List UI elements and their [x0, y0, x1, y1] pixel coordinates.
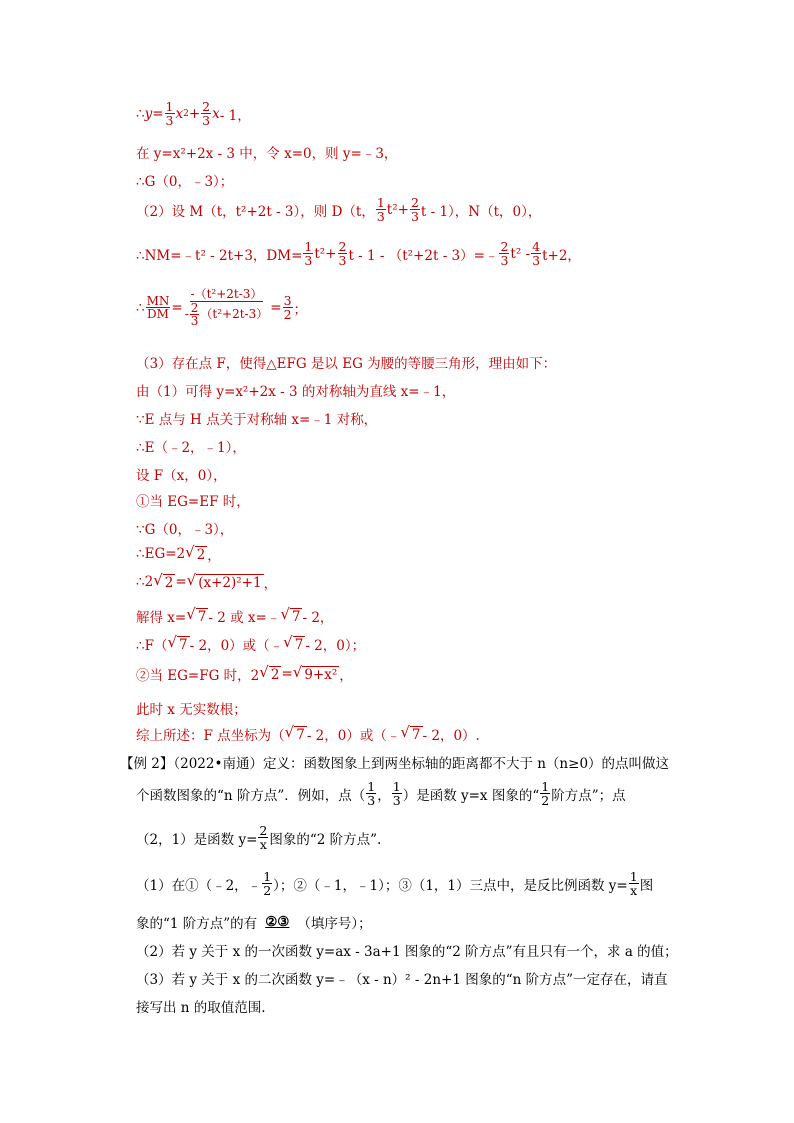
- numerator: 2: [500, 239, 509, 254]
- numerator: 1: [263, 869, 272, 884]
- solution-line-3: ∴G（0，﹣3）；: [136, 174, 234, 190]
- denominator: 2: [263, 883, 272, 899]
- radicand: 7: [411, 726, 421, 743]
- text: y=: [144, 105, 164, 122]
- radicand: 7: [294, 636, 304, 653]
- example-line-4: [136, 870, 653, 897]
- square-root: √ 2: [153, 570, 174, 591]
- square-root: √ 7: [284, 722, 305, 743]
- text: t²+: [314, 245, 337, 262]
- text: =: [175, 574, 187, 590]
- example-line-1: 【例 2】（2022•南通）定义：函数图象上到两坐标轴的距离都不大于 n（n≥0）的点叫做这: [120, 756, 670, 772]
- text: - 2 或 x=﹣: [208, 610, 281, 626]
- text: 个函数图象的“n 阶方点”．例如，点（: [136, 787, 366, 804]
- denominator: x: [259, 837, 267, 853]
- radicand: 9+x²: [304, 666, 338, 683]
- text: 象的“1 阶方点”的有: [136, 916, 258, 932]
- fraction: [283, 294, 293, 321]
- text: +: [188, 105, 201, 122]
- numerator: 1: [541, 779, 550, 794]
- text: - 2，0）；: [305, 638, 366, 654]
- example-line-6: （2）若 y 关于 x 的一次函数 y=ax - 3a+1 图象的“2 阶方点”有且只有一个，求 a 的值；: [136, 944, 678, 960]
- text: - 2，: [302, 610, 334, 626]
- fraction: [338, 240, 348, 267]
- numerator: -（t²+2t-3）: [190, 287, 263, 301]
- solution-line-15: [136, 572, 277, 592]
- solution-line-11: 设 F（x，0），: [136, 468, 227, 484]
- square-root: √ 7: [186, 604, 207, 625]
- solution-line-12: ①当 EG=EF 时，: [136, 494, 250, 510]
- fraction: [262, 870, 272, 897]
- radicand: 2: [270, 666, 280, 683]
- example-line-5: [136, 912, 372, 932]
- solution-line-16: [136, 606, 333, 626]
- text: 图: [639, 877, 654, 894]
- denominator: x: [630, 883, 638, 899]
- denominator: 3: [410, 209, 419, 225]
- example-line-8: 接写出 n 的取值范围.: [136, 1000, 266, 1016]
- solution-line-6: [136, 288, 307, 328]
- denominator: 2: [541, 793, 550, 809]
- square-root: √ 7: [167, 632, 188, 653]
- fraction: [201, 100, 211, 127]
- fraction: [392, 780, 402, 807]
- text: （2）设 M（t，t²+2t - 3），则 D（t，: [136, 203, 375, 220]
- text: =: [270, 299, 282, 316]
- fraction: [366, 780, 376, 807]
- denominator: [184, 302, 270, 328]
- text: （填序号）；: [297, 916, 372, 932]
- text: ∴F（: [136, 638, 168, 654]
- denominator: 3: [532, 253, 541, 269]
- text: t+2，: [542, 247, 581, 264]
- radicand: 2: [164, 574, 174, 591]
- text: x: [212, 105, 220, 122]
- text: - 2，0）.: [422, 728, 480, 744]
- fraction: [499, 240, 509, 267]
- numerator: 3: [283, 293, 292, 309]
- radicand: 7: [291, 608, 301, 625]
- denominator: 3: [165, 113, 174, 129]
- denominator: DM: [147, 307, 169, 322]
- denominator: 3: [500, 253, 509, 269]
- radicand: 7: [197, 608, 207, 625]
- fraction: [629, 870, 639, 897]
- text: ，: [207, 548, 221, 564]
- text: - 2，0）或（﹣: [306, 728, 401, 744]
- denominator: 3: [392, 793, 401, 809]
- numerator: 2: [202, 99, 211, 114]
- denominator: 3: [338, 253, 347, 269]
- text: ∴: [136, 299, 145, 316]
- example-line-7: （3）若 y 关于 x 的二次函数 y=﹣（x - n）² - 2n+1 图象的“n 阶方点”一定存在，请直: [136, 972, 668, 988]
- text: ）是函数 y=x 图象的“: [402, 787, 540, 804]
- numerator: 2: [190, 300, 199, 315]
- solution-line-1: ∴ y= $\frac{1}{3}$ x 2 + $\frac{2}{3}$ x - 1，: [136, 99, 251, 129]
- solution-line-10: ∴E（﹣2，﹣1），: [136, 440, 246, 456]
- denominator: 3: [190, 314, 199, 329]
- text: 解得 x=: [136, 610, 187, 626]
- text: 阶方点”；点: [551, 787, 626, 804]
- text: 综上所述：F 点坐标为（: [136, 728, 285, 744]
- text: ∴EG=2: [136, 546, 186, 562]
- square-root: √ 2: [259, 662, 280, 683]
- text: ，: [339, 668, 353, 684]
- text: =: [281, 666, 293, 682]
- solution-line-14: [136, 544, 221, 564]
- text: ，: [263, 576, 278, 592]
- text: t²+: [386, 201, 409, 218]
- text: ②当 EG=FG 时，2: [136, 668, 260, 684]
- square-root: √ (x+2)²+1: [186, 570, 262, 591]
- text: x: [175, 105, 184, 122]
- answer-blank: ②③: [265, 914, 290, 930]
- fraction: [258, 824, 268, 851]
- square-root: √ 7: [400, 722, 421, 743]
- numerator: 1: [304, 239, 313, 254]
- fraction: [531, 240, 541, 267]
- text: - 2，0）或（﹣: [189, 638, 284, 654]
- solution-line-8: 由（1）可得 y=x²+2x - 3 的对称轴为直线 x=﹣1，: [136, 384, 456, 400]
- numerator: MN: [146, 293, 170, 308]
- square-root: √ 7: [283, 632, 304, 653]
- radicand: 2: [196, 546, 206, 563]
- numerator: 1: [165, 99, 174, 114]
- compound-fraction: [184, 288, 270, 328]
- text: （1）在①（﹣2，﹣: [136, 877, 262, 894]
- square-root: √ 7: [280, 604, 301, 625]
- fraction: [190, 302, 200, 328]
- numerator: 1: [376, 195, 385, 210]
- text: - 1，: [219, 107, 251, 124]
- denominator: 2: [283, 307, 292, 323]
- numerator: 4: [532, 239, 541, 254]
- fraction: [165, 100, 175, 127]
- solution-line-2: 在 y=x²+2x - 3 中，令 x=0，则 y=﹣3，: [136, 146, 398, 162]
- text: ；: [293, 301, 308, 318]
- denominator: 3: [304, 253, 313, 269]
- denominator: 3: [376, 209, 385, 225]
- text: -: [184, 307, 189, 322]
- radicand: 7: [296, 726, 305, 743]
- solution-line-20: [136, 724, 480, 744]
- text: ∴2: [136, 574, 154, 590]
- text: ∴: [136, 105, 145, 122]
- fraction: [410, 196, 420, 223]
- text: =: [171, 299, 183, 316]
- solution-line-4: [136, 196, 541, 223]
- radicand: (x+2)²+1: [198, 574, 262, 591]
- text: ，: [377, 787, 391, 804]
- text: ）；②（﹣1，﹣1）；③（1，1）三点中，是反比例函数 y=: [273, 877, 628, 894]
- text: t² -: [510, 245, 531, 262]
- solution-line-7: （3）存在点 F，使得△EFG 是以 EG 为腰的等腰三角形，理由如下：: [136, 356, 557, 372]
- text: 图象的“2 阶方点”.: [269, 831, 382, 848]
- text: t - 1），N（t，0），: [420, 203, 542, 220]
- text: （t²+2t-3）: [200, 307, 269, 322]
- solution-line-18: [136, 664, 353, 684]
- fraction: [376, 196, 386, 223]
- fraction: [146, 295, 171, 321]
- radicand: 7: [179, 636, 188, 653]
- numerator: 1: [367, 779, 376, 794]
- square-root: √ 9+x²: [292, 662, 338, 683]
- numerator: 1: [392, 779, 401, 794]
- text: （2，1）是函数 y=: [136, 831, 258, 848]
- numerator: 2: [410, 195, 419, 210]
- square-root: √ 2: [185, 542, 206, 563]
- example-line-3: [136, 824, 381, 851]
- solution-line-9: ∵E 点与 H 点关于对称轴 x=﹣1 对称，: [136, 412, 378, 428]
- text: ∴NM=﹣t² - 2t+3，DM=: [136, 247, 303, 264]
- numerator: 2: [338, 239, 347, 254]
- numerator: 1: [629, 869, 638, 884]
- denominator: 3: [202, 113, 211, 129]
- solution-line-17: [136, 634, 365, 654]
- numerator: 2: [259, 823, 268, 838]
- example-line-2: [136, 780, 626, 807]
- solution-line-13: ∵G（0，﹣3），: [136, 522, 234, 538]
- solution-line-5: [136, 240, 581, 267]
- denominator: 3: [367, 793, 376, 809]
- solution-line-19: 此时 x 无实数根；: [136, 702, 247, 718]
- fraction: [303, 240, 313, 267]
- fraction: [540, 780, 550, 807]
- text: t - 1 - （t²+2t - 3）=﹣: [348, 247, 499, 264]
